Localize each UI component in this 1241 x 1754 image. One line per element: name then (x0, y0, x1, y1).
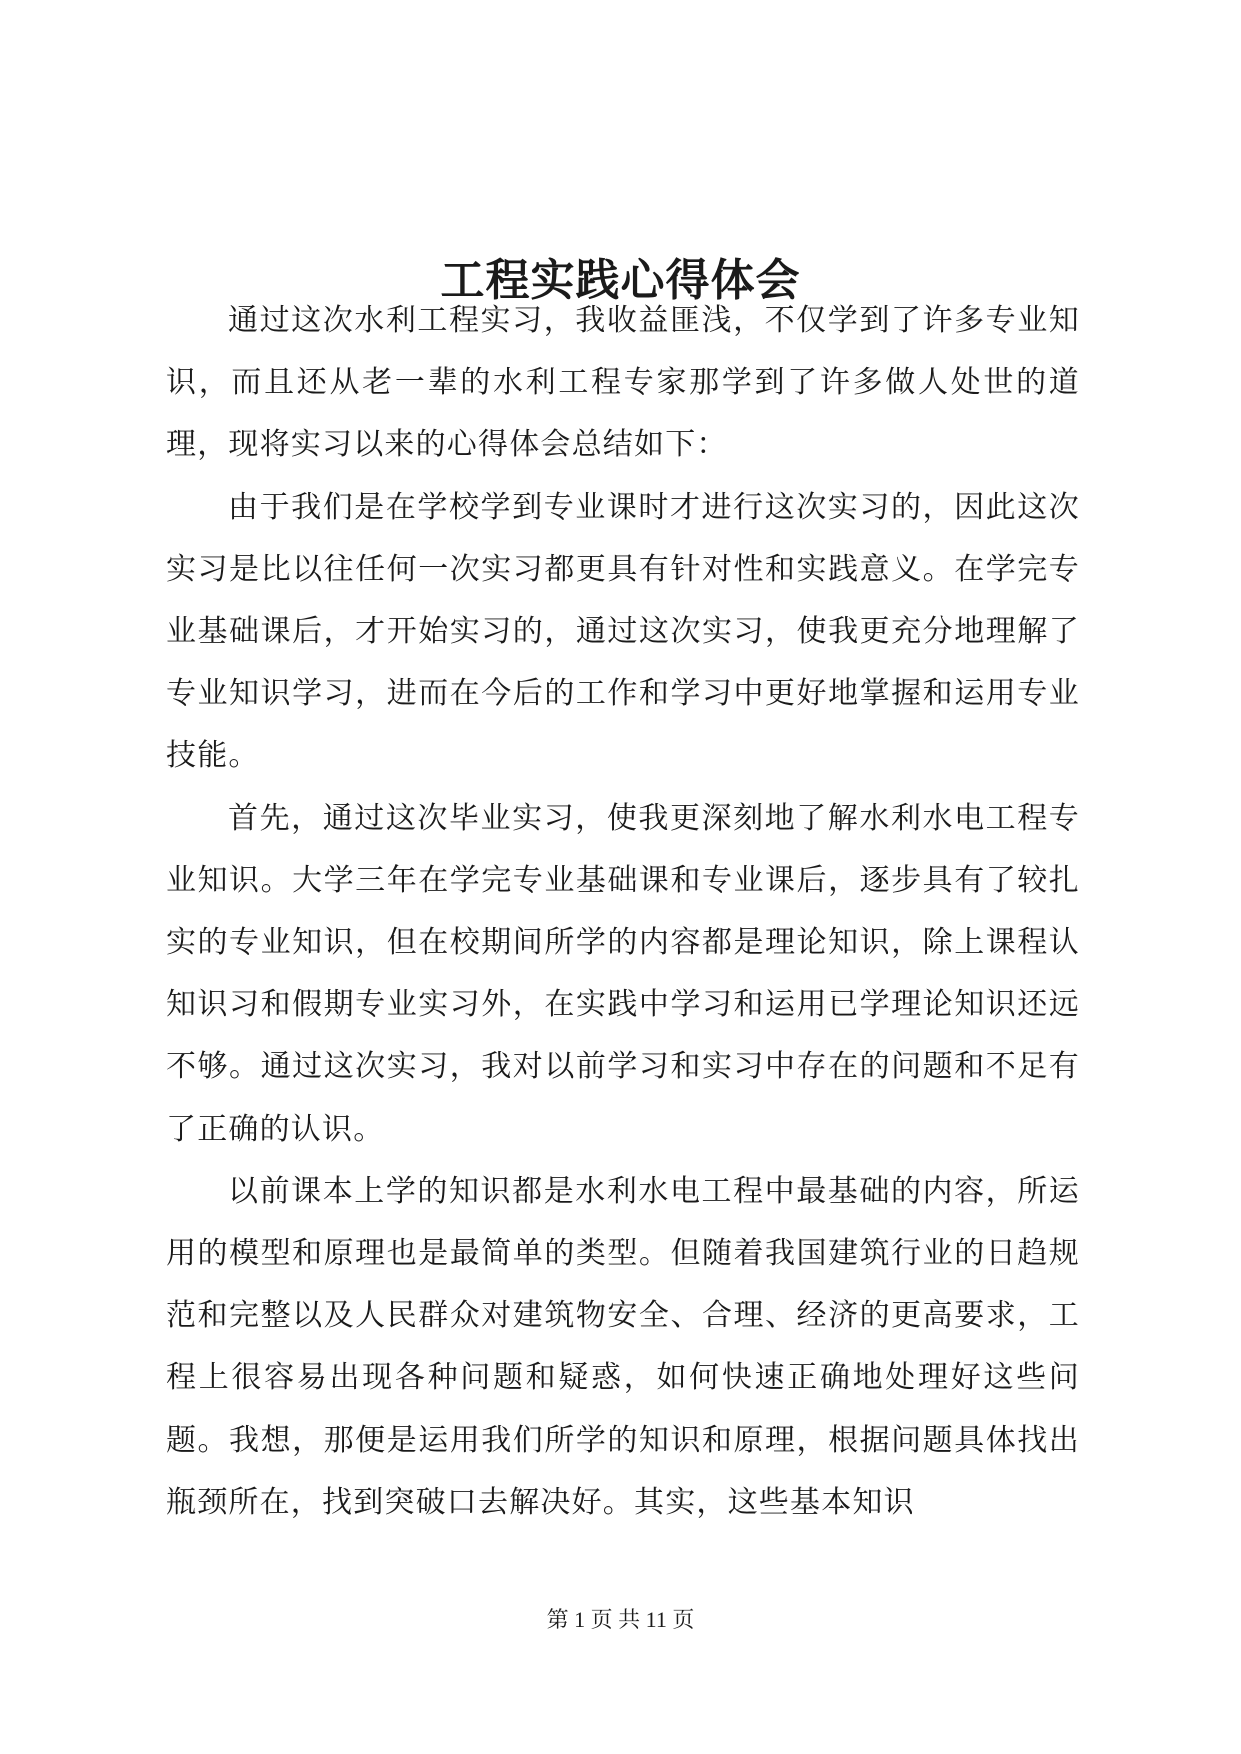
document-body (166, 290, 1080, 1534)
page-number-footer: 第 1 页 共 11 页 (546, 1607, 695, 1632)
paragraph-1: 通过这次水利工程实习，我收益匪浅，不仅学到了许多专业知识，而且还从老一辈的水利工程专家那学到了许多做人处世的道理，现将实习以来的心得体会总结如下： (166, 303, 1080, 463)
paragraph-3: 首先，通过这次毕业实习，使我更深刻地了解水利水电工程专业知识。大学三年在学完专业基础课和专业课后，逐步具有了较扎实的专业知识，但在校期间所学的内容都是理论知识，除上课程认知识习和假期专业实习外，在实践中学习和运用已学理论知识还远不够。通过这次实习，我对以前学习和实习中存在的问题和不足有了正确的认识。 (166, 800, 1080, 1147)
paragraph-4: 以前课本上学的知识都是水利水电工程中最基础的内容，所运用的模型和原理也是最简单的类型。但随着我国建筑行业的日趋规范和完整以及人民群众对建筑物安全、合理、经济的更高要求，工程上很容易出现各种问题和疑惑，如何快速正确地处理好这些问题。我想，那便是运用我们所学的知识和原理，根据问题具体找出瓶颈所在，找到突破口去解决好。其实，这些基本知识 (166, 1173, 1080, 1520)
paragraph-2: 由于我们是在学校学到专业课时才进行这次实习的，因此这次实习是比以往任何一次实习都更具有针对性和实践意义。在学完专业基础课后，才开始实习的，通过这次实习，使我更充分地理解了专业知识学习，进而在今后的工作和学习中更好地掌握和运用专业技能。 (166, 489, 1080, 774)
document-title: 工程实践心得体会 (440, 255, 801, 307)
